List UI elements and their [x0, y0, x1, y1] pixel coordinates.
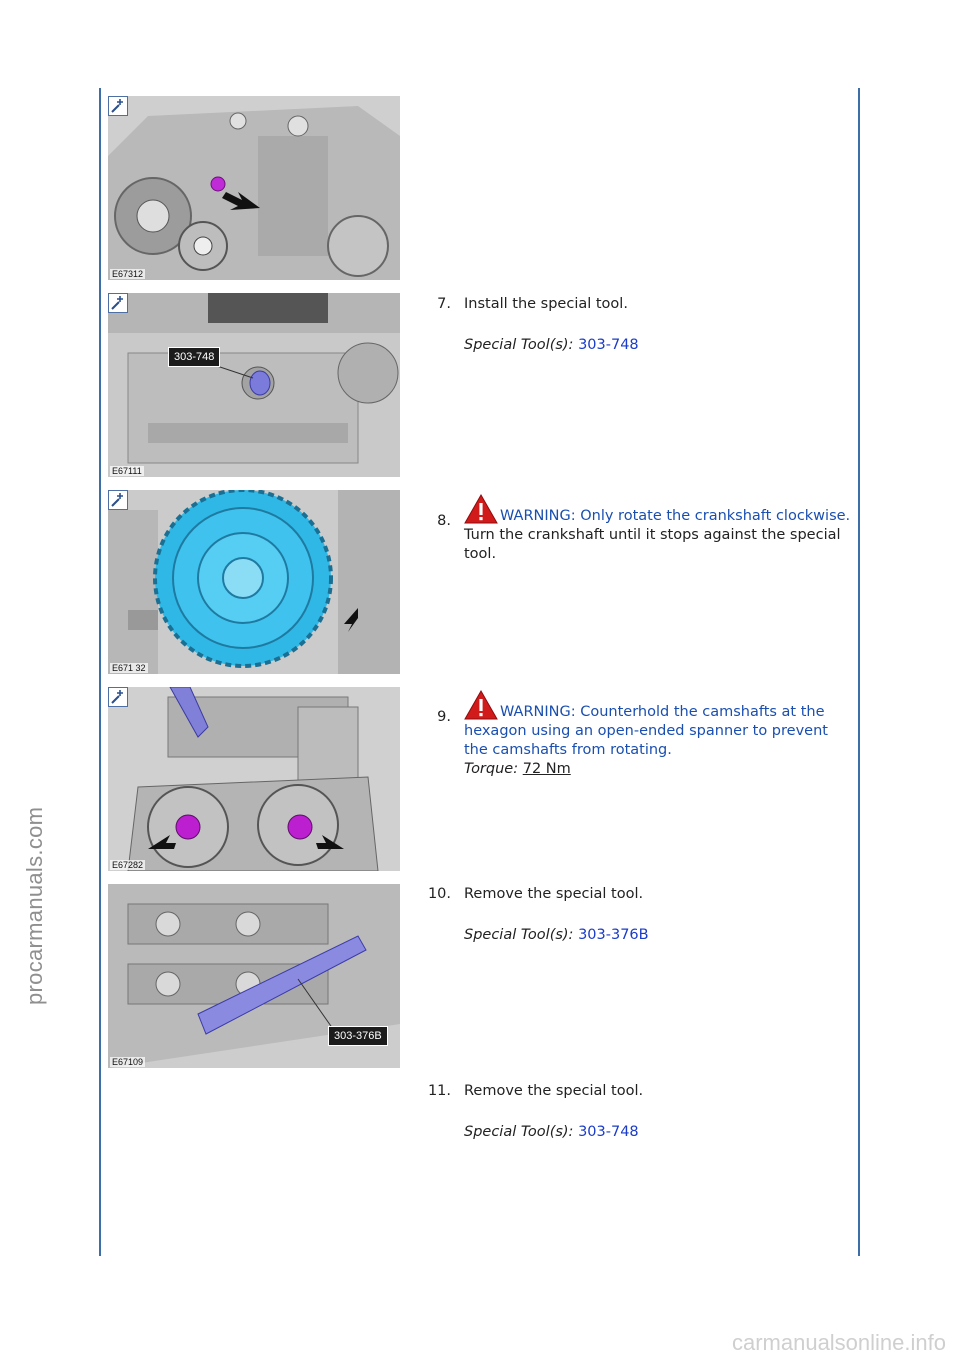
- zoom-in-icon[interactable]: [108, 687, 128, 707]
- figure-code: E67282: [112, 860, 144, 870]
- zoom-in-icon[interactable]: [108, 96, 128, 116]
- camshafts-illustration: [108, 687, 400, 871]
- tool-install-illustration: [108, 293, 400, 477]
- step-number: 10.: [427, 886, 451, 902]
- tool-callout: 303-748: [168, 347, 220, 367]
- figure-code: E67312: [112, 269, 144, 279]
- right-rule: [858, 88, 860, 1256]
- warning-text: WARNING: Counterhold the camshafts at the hexagon using an open-ended spanner to prevent the camshafts from rotating.: [464, 704, 828, 758]
- warning-icon: [464, 494, 498, 524]
- warning-icon: [464, 690, 498, 720]
- step-number: 7.: [437, 296, 451, 312]
- step-number: 8.: [437, 513, 451, 529]
- special-tool-label: Special Tool(s):: [464, 927, 574, 943]
- special-tool-label: Special Tool(s):: [464, 337, 574, 353]
- crankshaft-illustration: [108, 490, 400, 674]
- figure-crankshaft: [108, 490, 400, 674]
- figure-camshafts: [108, 687, 400, 871]
- torque-value[interactable]: 72 Nm: [522, 761, 571, 777]
- step-number: 11.: [427, 1083, 451, 1099]
- special-tool-label: Special Tool(s):: [464, 1124, 574, 1140]
- warning-text: WARNING: Only rotate the crankshaft clockwise.: [500, 508, 851, 524]
- step-text: Turn the crankshaft until it stops against the special tool.: [464, 527, 841, 562]
- figure-camshaft-tool: [108, 884, 400, 1068]
- bottom-watermark: carmanualsonline.info: [731, 1330, 946, 1355]
- engine-front-illustration: [108, 96, 400, 280]
- tool-callout: 303-376B: [328, 1026, 388, 1046]
- step-text: Install the special tool.: [464, 296, 628, 312]
- special-tool-link[interactable]: 303-748: [578, 337, 639, 353]
- step-text: Remove the special tool.: [464, 886, 644, 902]
- step-number: 9.: [437, 709, 451, 725]
- figure-tool-install: [108, 293, 400, 477]
- torque-label: Torque:: [464, 761, 519, 777]
- zoom-in-icon[interactable]: [108, 490, 128, 510]
- special-tool-link[interactable]: 303-748: [578, 1124, 639, 1140]
- zoom-in-icon[interactable]: [108, 293, 128, 313]
- figure-code: E671 32: [112, 663, 146, 673]
- step-text: Remove the special tool.: [464, 1083, 644, 1099]
- figure-engine-front: [108, 96, 400, 280]
- special-tool-link[interactable]: 303-376B: [578, 927, 649, 943]
- side-watermark: procarmanuals.com: [22, 806, 47, 1005]
- figure-code: E67111: [112, 466, 142, 476]
- figure-code: E67109: [112, 1057, 144, 1067]
- left-rule: [99, 88, 101, 1256]
